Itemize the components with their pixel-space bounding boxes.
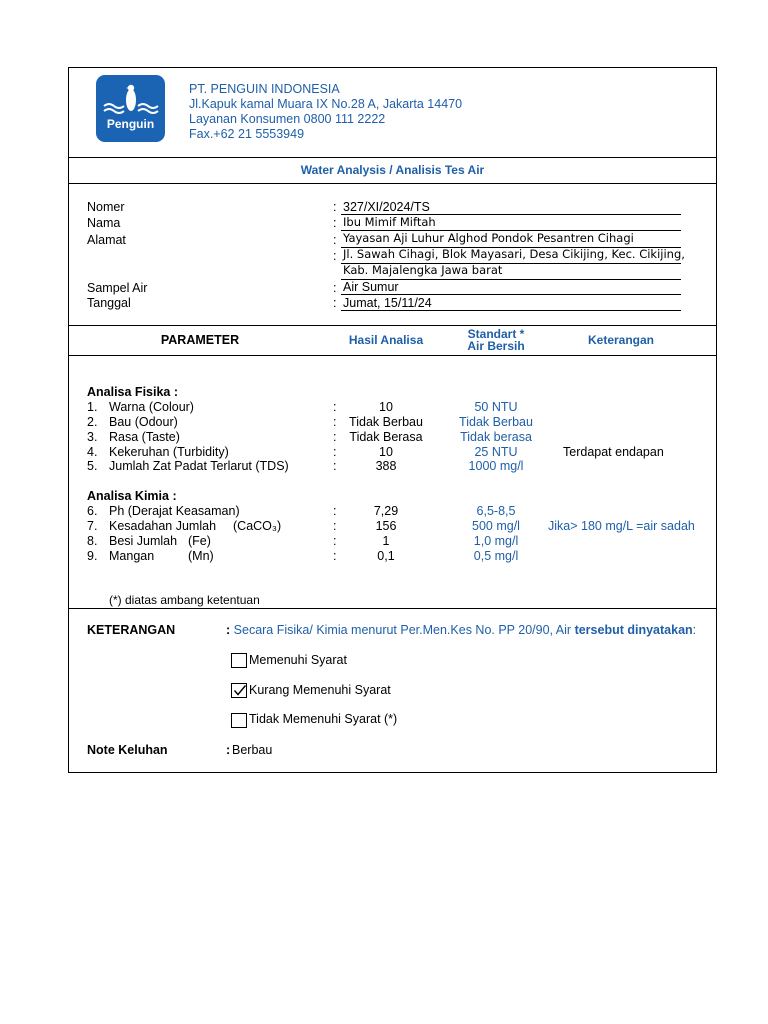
- row-number: 6.: [87, 504, 98, 518]
- option-label: Tidak Memenuhi Syarat (*): [249, 712, 398, 726]
- row-keterangan: Terdapat endapan: [563, 445, 664, 459]
- row-parameter: Bau (Odour): [109, 415, 178, 429]
- company-fax: Fax.+62 21 5553949: [189, 127, 305, 141]
- row-number: 3.: [87, 430, 98, 444]
- row-number: 1.: [87, 400, 98, 414]
- info-label: Tanggal: [87, 296, 131, 310]
- row-colon: :: [333, 534, 337, 548]
- info-label: Nama: [87, 216, 121, 230]
- row-parameter: Besi Jumlah: [109, 534, 178, 548]
- info-value: Jumat, 15/11/24: [343, 296, 432, 310]
- header-keterangan: Keterangan: [587, 333, 655, 347]
- row-formula: (Mn): [188, 549, 214, 563]
- penguin-icon: [96, 75, 165, 142]
- row-colon: :: [333, 459, 337, 473]
- row-colon: :: [333, 415, 337, 429]
- divider: [68, 183, 717, 184]
- row-number: 4.: [87, 445, 98, 459]
- row-standard: Tidak berasa: [460, 430, 532, 444]
- row-colon: :: [333, 445, 337, 459]
- row-standard: 1000 mg/l: [468, 459, 524, 473]
- info-colon: :: [333, 281, 337, 295]
- keterangan-text-b: tersebut dinyatakan: [574, 623, 693, 637]
- header-parameter: PARAMETER: [160, 333, 240, 347]
- section-heading: Analisa Fisika :: [87, 385, 179, 399]
- row-formula: (Fe): [188, 534, 211, 548]
- info-colon: :: [333, 249, 337, 263]
- keterangan-text-c: :: [692, 623, 697, 637]
- info-label: Nomer: [87, 200, 125, 214]
- row-hasil: 156: [375, 519, 397, 533]
- row-parameter: Rasa (Taste): [109, 430, 180, 444]
- note-value: Berbau: [232, 743, 273, 757]
- row-parameter: Ph (Derajat Keasaman): [109, 504, 240, 518]
- check-icon: [233, 684, 247, 697]
- row-colon: :: [333, 430, 337, 444]
- option-label: Memenuhi Syarat: [249, 653, 347, 667]
- row-standard: Tidak Berbau: [459, 415, 533, 429]
- row-number: 5.: [87, 459, 98, 473]
- option-label: Kurang Memenuhi Syarat: [249, 683, 391, 697]
- row-standard: 0,5 mg/l: [473, 549, 519, 563]
- underline: [341, 310, 681, 311]
- keterangan-text-a: Secara Fisika/ Kimia menurut Per.Men.Kes No. PP 20/90, Air: [233, 623, 575, 637]
- row-hasil: 0,1: [377, 549, 395, 563]
- info-label: Sampel Air: [87, 281, 148, 295]
- info-value: Ibu Mimif Miftah: [343, 215, 436, 229]
- divider: [68, 325, 717, 326]
- info-colon: :: [333, 296, 337, 310]
- company-address: Jl.Kapuk kamal Muara IX No.28 A, Jakarta 14470: [189, 97, 463, 111]
- note-colon: :: [226, 743, 231, 757]
- row-hasil: Tidak Berbau: [349, 415, 423, 429]
- info-value: Air Sumur: [343, 280, 399, 294]
- keterangan-text: [226, 623, 696, 638]
- row-number: 7.: [87, 519, 98, 533]
- header-hasil: Hasil Analisa: [348, 333, 424, 347]
- row-parameter: Mangan: [109, 549, 155, 563]
- row-standard: 25 NTU: [474, 445, 518, 459]
- row-standard: 6,5-8,5: [476, 504, 516, 518]
- info-colon: :: [333, 216, 337, 230]
- row-formula: (CaCO₃): [233, 519, 282, 533]
- row-parameter: Kesadahan Jumlah: [109, 519, 217, 533]
- footnote: (*) diatas ambang ketentuan: [109, 593, 260, 607]
- row-parameter: Warna (Colour): [109, 400, 194, 414]
- company-service: Layanan Konsumen 0800 111 2222: [189, 112, 386, 126]
- penguin-logo: [96, 75, 165, 142]
- row-parameter: Kekeruhan (Turbidity): [109, 445, 229, 459]
- row-standard: 1,0 mg/l: [473, 534, 519, 548]
- row-hasil: 388: [375, 459, 397, 473]
- info-colon: :: [333, 200, 337, 214]
- row-colon: :: [333, 400, 337, 414]
- row-colon: :: [333, 519, 337, 533]
- info-colon: :: [333, 233, 337, 247]
- row-hasil: Tidak Berasa: [349, 430, 423, 444]
- divider: [68, 355, 717, 356]
- info-value: 327/XI/2024/TS: [343, 200, 430, 214]
- row-number: 9.: [87, 549, 98, 563]
- document-title: Water Analysis / Analisis Tes Air: [300, 163, 485, 177]
- header-standart: Standart *: [467, 327, 525, 341]
- note-label: Note Keluhan: [87, 743, 168, 757]
- row-standard: 500 mg/l: [472, 519, 520, 533]
- row-hasil: 10: [379, 445, 393, 459]
- checkbox-tidak-memenuhi[interactable]: [231, 713, 247, 728]
- checkbox-memenuhi[interactable]: [231, 653, 247, 668]
- logo-text: Penguin: [106, 117, 155, 131]
- row-number: 2.: [87, 415, 98, 429]
- row-hasil: 7,29: [373, 504, 399, 518]
- row-parameter: Jumlah Zat Padat Terlarut (TDS): [109, 459, 289, 473]
- row-standard: 50 NTU: [474, 400, 518, 414]
- keterangan-colon: :: [226, 623, 231, 637]
- header-air-bersih: Air Bersih: [467, 339, 525, 353]
- section-heading: Analisa Kimia :: [87, 489, 177, 503]
- info-value: Jl. Sawah Cihagi, Blok Mayasari, Desa Cikijing, Kec. Cikijing,: [343, 247, 685, 261]
- info-label: Alamat: [87, 233, 126, 247]
- row-colon: :: [333, 549, 337, 563]
- row-number: 8.: [87, 534, 98, 548]
- checkbox-kurang-memenuhi[interactable]: [231, 683, 247, 698]
- company-name: PT. PENGUIN INDONESIA: [189, 82, 340, 96]
- row-keterangan: Jika> 180 mg/L =air sadah: [548, 519, 695, 533]
- info-value: Kab. Majalengka Jawa barat: [343, 263, 503, 277]
- row-colon: :: [333, 504, 337, 518]
- divider: [68, 157, 717, 158]
- row-hasil: 1: [382, 534, 390, 548]
- company-info: [189, 82, 462, 142]
- info-value: Yayasan Aji Luhur Alghod Pondok Pesantren Cihagi: [343, 231, 634, 245]
- keterangan-label: KETERANGAN: [87, 623, 176, 637]
- underline: [341, 294, 681, 295]
- divider: [68, 608, 717, 609]
- row-hasil: 10: [379, 400, 393, 414]
